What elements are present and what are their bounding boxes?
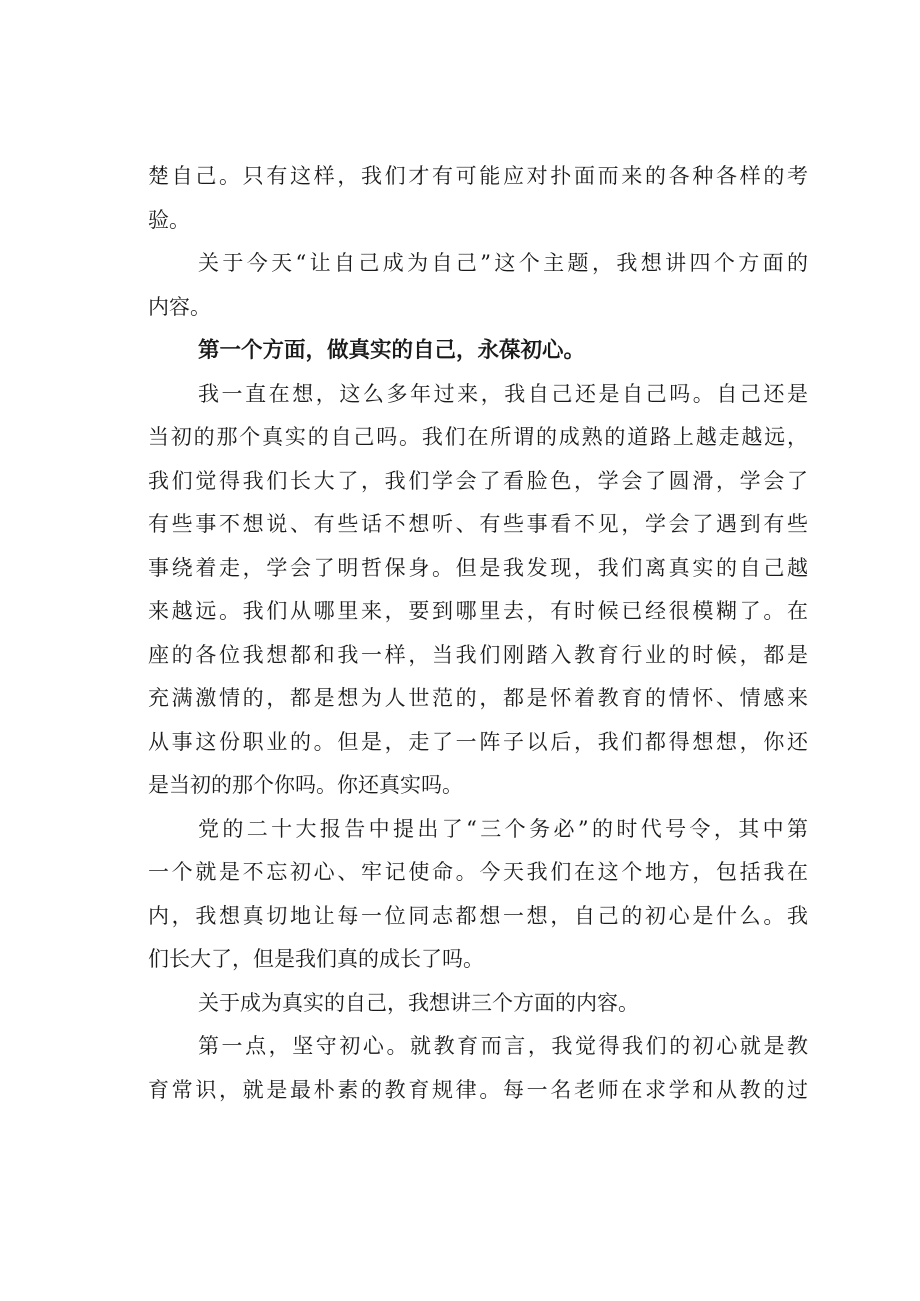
section-heading: 第一个方面，做真实的自己，永葆初心。 (198, 338, 586, 363)
text-line: 一个就是不忘初心、牢记使命。今天我们在这个地方，包括我在 (148, 860, 808, 884)
document-body (148, 155, 808, 1112)
text-line: 充满激情的，都是想为人世范的，都是怀着教育的情怀、情感来 (148, 686, 808, 710)
text-line: 党的二十大报告中提出了“三个务必”的时代号令，其中第 (198, 816, 808, 841)
text-line: 验。 (148, 207, 190, 232)
text-line: 来越远。我们从哪里来，要到哪里去，有时候已经很模糊了。在 (148, 599, 808, 623)
text-line: 从事这份职业的。但是，走了一阵子以后，我们都得想想，你还 (148, 729, 808, 754)
text-line: 我一直在想，这么多年过来，我自己还是自己吗。自己还是 (198, 381, 808, 406)
text-line: 第一点，坚守初心。就教育而言，我觉得我们的初心就是教 (198, 1034, 808, 1058)
text-line: 育常识，就是最朴素的教育规律。每一名老师在求学和从教的过 (148, 1077, 808, 1102)
text-line: 有些事不想说、有些话不想听、有些事看不见，学会了遇到有些 (148, 512, 808, 536)
text-line: 事绕着走，学会了明哲保身。但是我发现，我们离真实的自己越 (148, 555, 808, 580)
text-line: 内，我想真切地让每一位同志都想一想，自己的初心是什么。我 (148, 903, 808, 928)
text-line: 当初的那个真实的自己吗。我们在所谓的成熟的道路上越走越远， (148, 425, 808, 449)
text-line: 内容。 (148, 294, 211, 319)
text-line: 我们觉得我们长大了，我们学会了看脸色，学会了圆滑，学会了 (148, 468, 808, 493)
text-line: 们长大了，但是我们真的成长了吗。 (148, 947, 484, 971)
text-line: 座的各位我想都和我一样，当我们刚踏入教育行业的时候，都是 (148, 642, 808, 667)
text-line: 是当初的那个你吗。你还真实吗。 (148, 773, 463, 797)
text-line: 楚自己。只有这样，我们才有可能应对扑面而来的各种各样的考 (148, 164, 808, 188)
text-line: 关于成为真实的自己，我想讲三个方面的内容。 (198, 990, 639, 1015)
text-line: 关于今天“让自己成为自己”这个主题，我想讲四个方面的 (198, 251, 808, 275)
